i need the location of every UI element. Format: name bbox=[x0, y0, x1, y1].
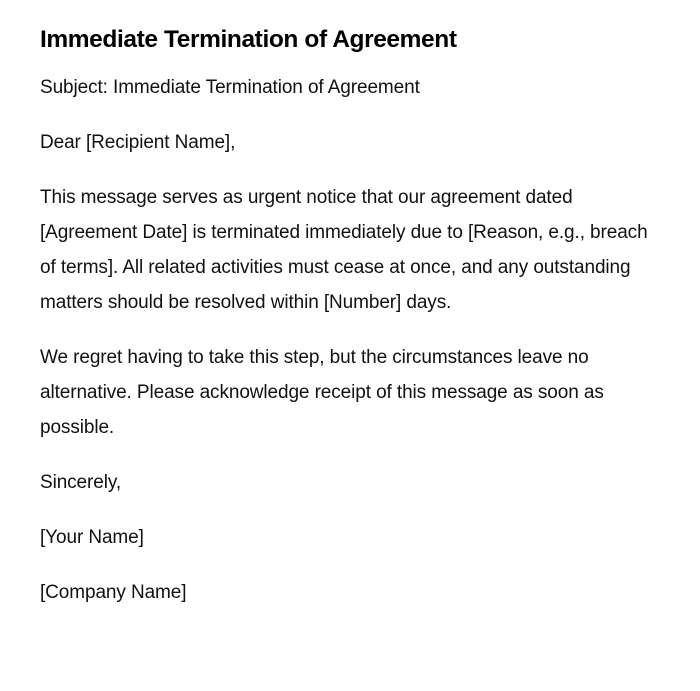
body-paragraph-notice: This message serves as urgent notice that our agreement dated [Agreement Date] is terminated immediately due to [Reason, e.g., breach of terms]. All related activities must cease at once, and any outstanding matters should be resolved within [Number] days. bbox=[40, 187, 648, 313]
body-paragraph-regret: We regret having to take this step, but the circumstances leave no alternative. Please acknowledge receipt of this message as soon as possible. bbox=[40, 347, 604, 438]
letter-document bbox=[40, 22, 660, 630]
company-name: [Company Name] bbox=[40, 582, 187, 603]
document-title: Immediate Termination of Agreement bbox=[40, 26, 457, 53]
subject-line: Subject: Immediate Termination of Agreement bbox=[40, 77, 420, 98]
closing: Sincerely, bbox=[40, 472, 122, 493]
salutation: Dear [Recipient Name], bbox=[40, 132, 236, 153]
sender-name: [Your Name] bbox=[40, 527, 144, 548]
